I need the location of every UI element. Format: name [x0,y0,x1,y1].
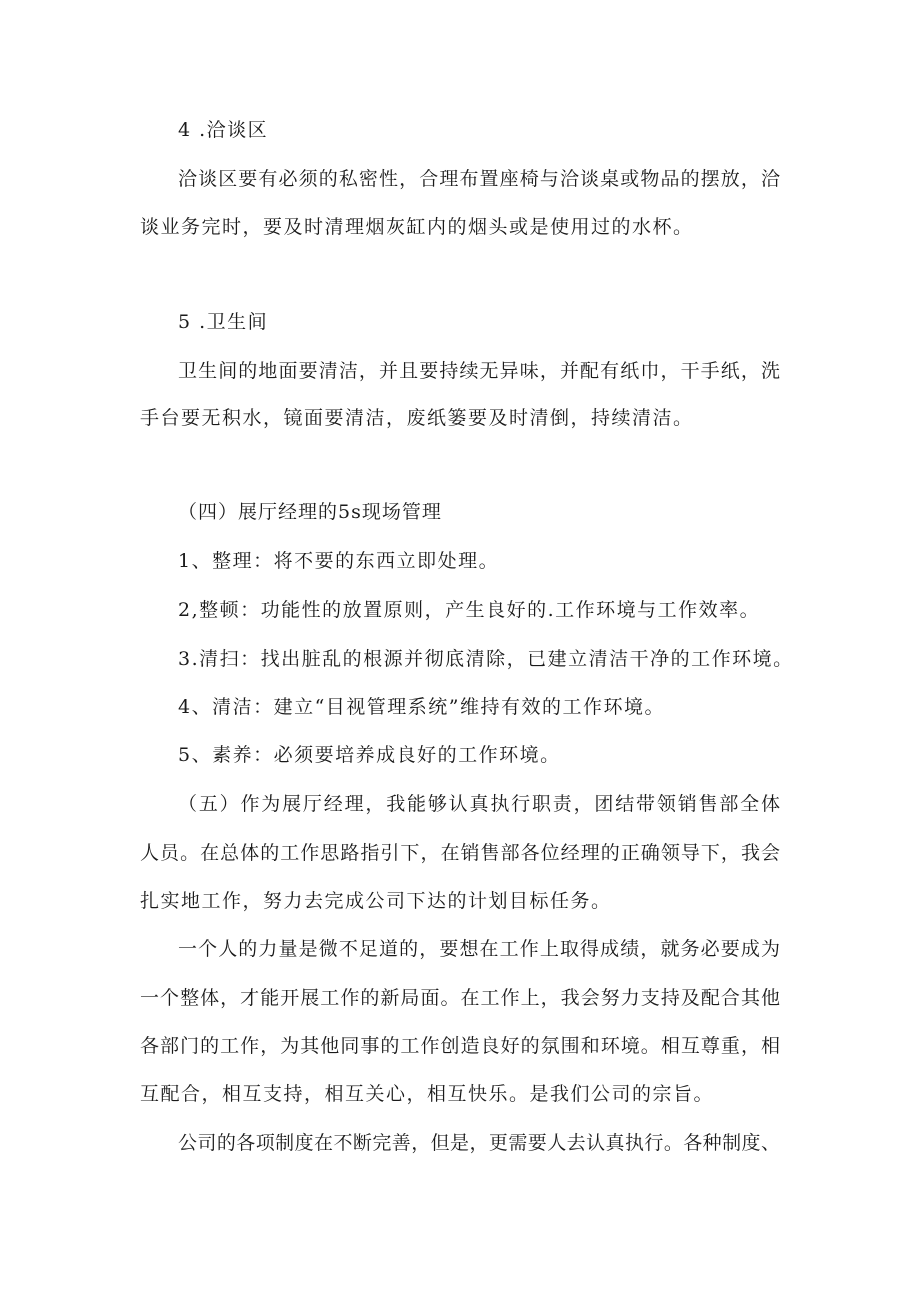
paragraph-2-line-3: 各部门的工作，为其他同事的工作创造良好的氛围和环境。相互尊重，相 [140,1035,780,1057]
section-4-text-line-2: 谈业务完时，要及时清理烟灰缸内的烟头或是使用过的水杯。 [140,216,694,238]
section-5-heading: 5 .卫生间 [178,311,269,333]
part-4-item-5: 5、素养：必须要培养成良好的工作环境。 [178,744,561,766]
part-5-text-line-2: 人员。在总体的工作思路指引下，在销售部各位经理的正确领导下，我会 [140,842,780,864]
section-4-text-line-1: 洽谈区要有必须的私密性，合理布置座椅与洽谈桌或物品的摆放，洽 [178,168,780,190]
part-5-text-line-3: 扎实地工作，努力去完成公司下达的计划目标任务。 [140,890,612,912]
paragraph-2-line-2: 一个整体，才能开展工作的新局面。在工作上，我会努力支持及配合其他 [140,987,780,1009]
part-4-heading: （四）展厅经理的5s现场管理 [178,501,442,523]
paragraph-3-line-1: 公司的各项制度在不断完善，但是，更需要人去认真执行。各种制度、 [178,1132,780,1154]
section-4-heading: 4 .洽谈区 [178,119,269,141]
paragraph-2-line-4: 互配合，相互支持，相互关心，相互快乐。是我们公司的宗旨。 [140,1083,715,1105]
section-5-text-line-1: 卫生间的地面要清洁，并且要持续无异味，并配有纸巾，干手纸，洗 [178,360,780,382]
part-4-item-4: 4、清洁：建立“目视管理系统”维持有效的工作环境。 [178,696,666,718]
part-4-item-1: 1、整理：将不要的东西立即处理。 [178,550,500,572]
part-5-text-line-1: （五）作为展厅经理，我能够认真执行职责，团结带领销售部全体 [178,793,780,815]
part-4-item-2: 2,整顿：功能性的放置原则，产生良好的.工作环境与工作效率。 [178,599,761,621]
section-5-text-line-2: 手台要无积水，镜面要清洁，废纸篓要及时清倒，持续清洁。 [140,407,694,429]
paragraph-2-line-1: 一个人的力量是微不足道的，要想在工作上取得成绩，就务必要成为 [178,938,780,960]
part-4-item-3: 3.清扫：找出脏乱的根源并彻底清除，已建立清洁干净的工作环境。 [178,648,794,670]
